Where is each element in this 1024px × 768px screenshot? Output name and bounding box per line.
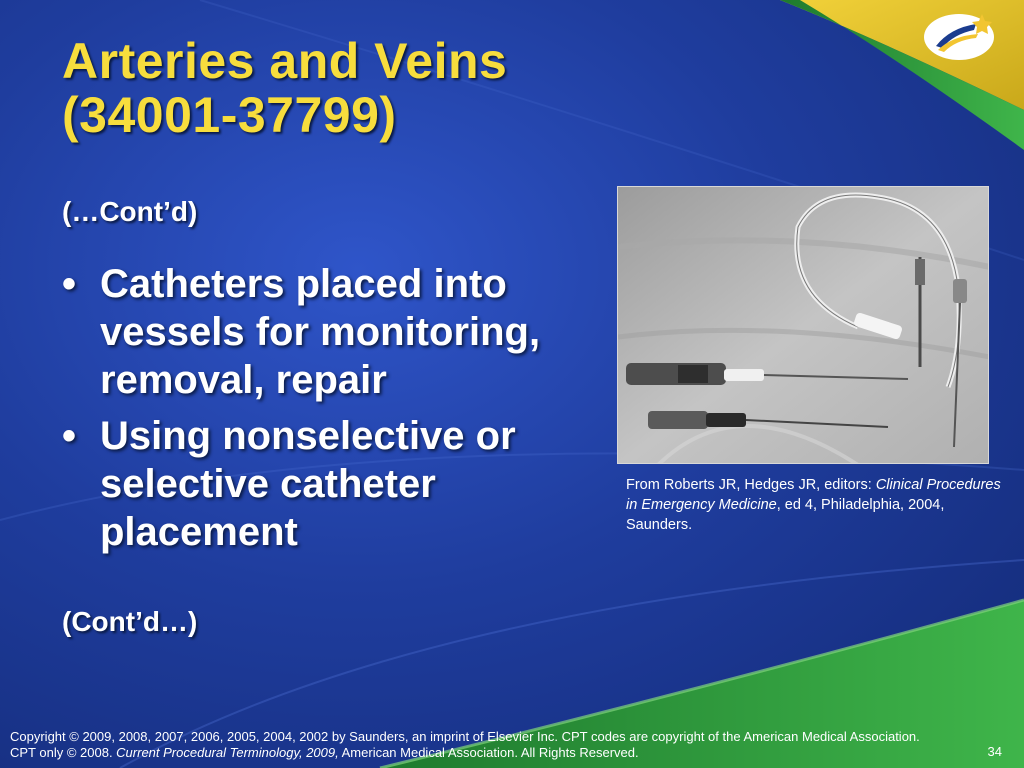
bullet-dot: • [62, 414, 77, 458]
photo-caption [626, 475, 1006, 535]
copyright-footer [10, 729, 940, 761]
continued-label-bottom: (Cont’d…) [62, 606, 198, 637]
bullet-item [62, 260, 622, 404]
bullet-text: Using nonselective or selective catheter placement [100, 414, 516, 554]
bullet-dot: • [62, 262, 77, 306]
bullet-item [62, 412, 622, 556]
caption-prefix: From Roberts JR, Hedges JR, editors: [626, 477, 876, 493]
footer-text-b: American Medical Association. All Rights Reserved. [338, 745, 639, 760]
title-line-2: (34001-37799) [62, 87, 397, 143]
bullet-text: Catheters placed into vessels for monitoring, removal, repair [100, 262, 541, 402]
slide-title [62, 34, 507, 142]
caption-suffix: , ed 4, Philadelphia, 2004, Saunders. [626, 497, 945, 533]
continued-label-top: (…Cont’d) [62, 196, 198, 227]
page-number: 34 [987, 744, 1002, 759]
catheter-photo [617, 186, 989, 464]
saunders-star-logo [916, 6, 1002, 64]
footer-italic: Current Procedural Terminology, 2009, [116, 745, 339, 760]
bullet-list [62, 260, 622, 564]
caption-book-title: Clinical Procedures in Emergency Medicine [626, 477, 1001, 513]
footer-text-a: Copyright © 2009, 2008, 2007, 2006, 2005, 2004, 2002 by Saunders, an imprint of Elsevier Inc. CPT codes are copyright of the American Medical Association. CPT only © 2008. [10, 729, 920, 760]
title-line-1: Arteries and Veins [62, 33, 508, 89]
